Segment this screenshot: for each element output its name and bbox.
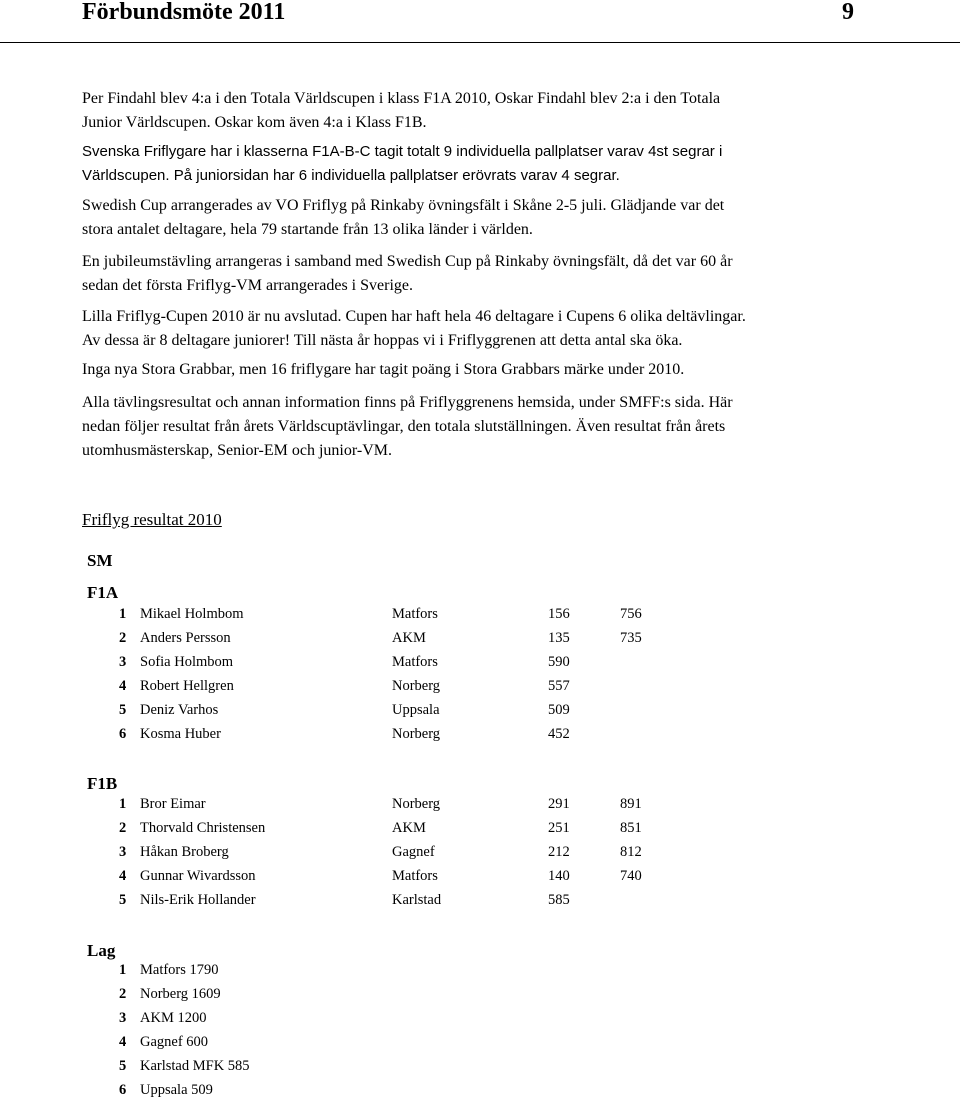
score-cell: 291 <box>548 796 570 812</box>
rank-cell: 1 <box>119 796 127 812</box>
text-line: Inga nya Stora Grabbar, men 16 friflygare har tagit poäng i Stora Grabbars märke under 2010. <box>82 361 685 378</box>
rank-cell: 5 <box>119 702 127 718</box>
total-cell: 756 <box>620 606 642 622</box>
score-cell: 585 <box>548 892 570 908</box>
text-line: Världscupen. På juniorsidan har 6 individuella pallplatser erövrats varav 4 segrar. <box>82 167 620 184</box>
club-cell: Matfors <box>392 654 438 670</box>
paragraph-stora-grabbar <box>82 358 882 382</box>
club-cell: Karlstad <box>392 892 442 908</box>
section-lag: Lag <box>87 941 116 960</box>
text-line: Junior Världscupen. Oskar kom även 4:a i Klass F1B. <box>82 114 427 131</box>
text-line: En jubileumstävling arrangeras i samband med Swedish Cup på Rinkaby övningsfält, då det var 60 år <box>82 253 733 270</box>
paragraph-podiums <box>82 140 882 188</box>
name-cell: Sofia Holmbom <box>140 654 234 670</box>
page-number: 9 <box>842 0 854 25</box>
score-cell: 251 <box>548 820 570 836</box>
name-cell: Anders Persson <box>140 630 231 646</box>
rank-cell: 6 <box>119 726 127 742</box>
club-cell: AKM <box>392 630 426 646</box>
score-cell: 156 <box>548 606 570 622</box>
text-line: Alla tävlingsresultat och annan information finns på Friflyggrenens hemsida, under SMFF:s sida. Här <box>82 394 733 411</box>
page-header <box>0 0 960 43</box>
paragraph-lilla-cup <box>82 305 882 353</box>
name-cell: Gunnar Wivardsson <box>140 868 256 884</box>
club-cell: Matfors <box>392 868 438 884</box>
team-cell: Matfors 1790 <box>140 962 219 978</box>
rank-cell: 6 <box>119 1082 127 1098</box>
section-sm: SM <box>87 551 113 570</box>
paragraph-worldcup <box>82 87 882 135</box>
name-cell: Nils-Erik Hollander <box>140 892 256 908</box>
rank-cell: 2 <box>119 986 127 1002</box>
rank-cell: 5 <box>119 892 127 908</box>
score-cell: 135 <box>548 630 570 646</box>
total-cell: 735 <box>620 630 642 646</box>
rank-cell: 3 <box>119 654 127 670</box>
name-cell: Robert Hellgren <box>140 678 234 694</box>
name-cell: Deniz Varhos <box>140 702 219 718</box>
team-cell: Uppsala 509 <box>140 1082 213 1098</box>
team-cell: Karlstad MFK 585 <box>140 1058 250 1074</box>
team-cell: Norberg 1609 <box>140 986 221 1002</box>
total-cell: 891 <box>620 796 642 812</box>
rank-cell: 2 <box>119 820 127 836</box>
rank-cell: 3 <box>119 1010 127 1026</box>
score-cell: 212 <box>548 844 570 860</box>
text-line: stora antalet deltagare, hela 79 startande från 13 olika länder i världen. <box>82 221 533 238</box>
rank-cell: 2 <box>119 630 127 646</box>
club-cell: Norberg <box>392 796 441 812</box>
text-line: Swedish Cup arrangerades av VO Friflyg på Rinkaby övningsfält i Skåne 2-5 juli. Glädjande var det <box>82 197 725 214</box>
text-line: Svenska Friflygare har i klasserna F1A-B-C tagit totalt 9 individuella pallplatser varav 4st segrar i <box>82 143 723 160</box>
results-link[interactable]: Friflyg resultat 2010 <box>82 510 222 529</box>
score-cell: 557 <box>548 678 570 694</box>
text-line: Av dessa är 8 deltagare juniorer! Till nästa år hoppas vi i Friflyggrenen att detta antal ska öka. <box>82 332 683 349</box>
total-cell: 812 <box>620 844 642 860</box>
text-line: utomhusmästerskap, Senior-EM och junior-VM. <box>82 442 392 459</box>
name-cell: Mikael Holmbom <box>140 606 244 622</box>
club-cell: Norberg <box>392 726 441 742</box>
score-cell: 140 <box>548 868 570 884</box>
total-cell: 851 <box>620 820 642 836</box>
club-cell: Gagnef <box>392 844 435 860</box>
section-f1a: F1A <box>87 583 119 602</box>
text-line: nedan följer resultat från årets Världscuptävlingar, den totala slutställningen. Även resultat från årets <box>82 418 726 435</box>
rank-cell: 1 <box>119 962 127 978</box>
club-cell: AKM <box>392 820 426 836</box>
total-cell: 740 <box>620 868 642 884</box>
section-f1b: F1B <box>87 774 118 793</box>
name-cell: Bror Eimar <box>140 796 206 812</box>
score-cell: 452 <box>548 726 570 742</box>
name-cell: Håkan Broberg <box>140 844 229 860</box>
team-cell: Gagnef 600 <box>140 1034 209 1050</box>
rank-cell: 4 <box>119 1034 127 1050</box>
rank-cell: 5 <box>119 1058 127 1074</box>
page-title: Förbundsmöte 2011 <box>82 0 286 25</box>
rank-cell: 4 <box>119 678 127 694</box>
text-line: sedan det första Friflyg-VM arrangerades i Sverige. <box>82 277 413 294</box>
rank-cell: 1 <box>119 606 127 622</box>
club-cell: Norberg <box>392 678 441 694</box>
club-cell: Uppsala <box>392 702 440 718</box>
rank-cell: 3 <box>119 844 127 860</box>
score-cell: 509 <box>548 702 570 718</box>
text-line: Lilla Friflyg-Cupen 2010 är nu avslutad. Cupen har haft hela 46 deltagare i Cupens 6 olika deltävlingar. <box>82 308 746 325</box>
paragraph-results-info <box>82 391 882 463</box>
text-line: Per Findahl blev 4:a i den Totala Världscupen i klass F1A 2010, Oskar Findahl blev 2:a i den Totala <box>82 90 721 107</box>
paragraph-jubilee <box>82 250 882 298</box>
name-cell: Thorvald Christensen <box>140 820 266 836</box>
team-cell: AKM 1200 <box>140 1010 207 1026</box>
club-cell: Matfors <box>392 606 438 622</box>
rank-cell: 4 <box>119 868 127 884</box>
score-cell: 590 <box>548 654 570 670</box>
paragraph-swedish-cup <box>82 194 882 242</box>
name-cell: Kosma Huber <box>140 726 221 742</box>
